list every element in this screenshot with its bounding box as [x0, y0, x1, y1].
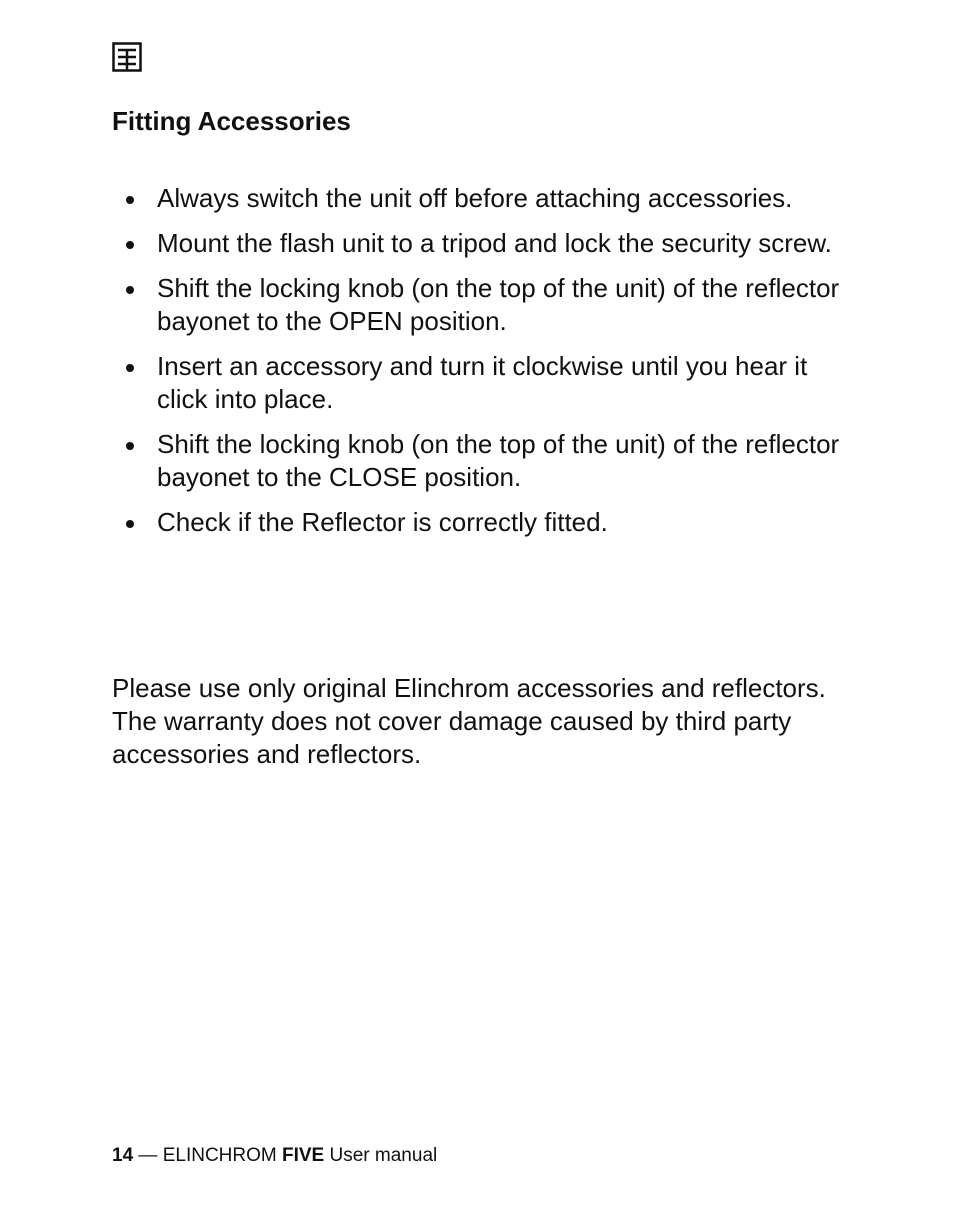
bullet	[126, 520, 134, 528]
page-number: 14	[112, 1145, 134, 1166]
warranty-note: Please use only original Elinchrom accessories and reflectors. The warranty does not cover damage caused by third party accessories and reflectors.	[112, 673, 826, 769]
bullet	[126, 442, 134, 450]
bullet	[126, 286, 134, 294]
footer-brand: ELINCHROM	[162, 1145, 277, 1166]
bullet	[126, 241, 134, 249]
list-item	[112, 227, 852, 260]
list-item	[112, 506, 852, 539]
step-text: Shift the locking knob (on the top of the unit) of the reflector bayonet to the OPEN position.	[157, 273, 840, 336]
bullet	[126, 196, 134, 204]
list-item	[112, 350, 852, 416]
list-item	[112, 428, 852, 494]
footer-suffix: User manual	[329, 1145, 438, 1166]
page-footer	[112, 1144, 437, 1168]
step-text: Always switch the unit off before attaching accessories.	[157, 183, 793, 213]
table-of-contents-icon[interactable]	[112, 42, 142, 72]
list-item	[112, 272, 852, 338]
footer-separator: —	[133, 1145, 163, 1166]
list-item	[112, 182, 852, 215]
footer-product: FIVE	[282, 1145, 325, 1166]
step-text: Check if the Reflector is correctly fitted.	[157, 507, 608, 537]
step-text: Insert an accessory and turn it clockwise until you hear it click into place.	[157, 351, 808, 414]
steps-list	[112, 182, 852, 551]
step-text: Shift the locking knob (on the top of the unit) of the reflector bayonet to the CLOSE position.	[157, 429, 840, 492]
bullet	[126, 364, 134, 372]
step-text: Mount the flash unit to a tripod and lock the security screw.	[157, 228, 832, 258]
section-title: Fitting Accessories	[112, 106, 351, 136]
